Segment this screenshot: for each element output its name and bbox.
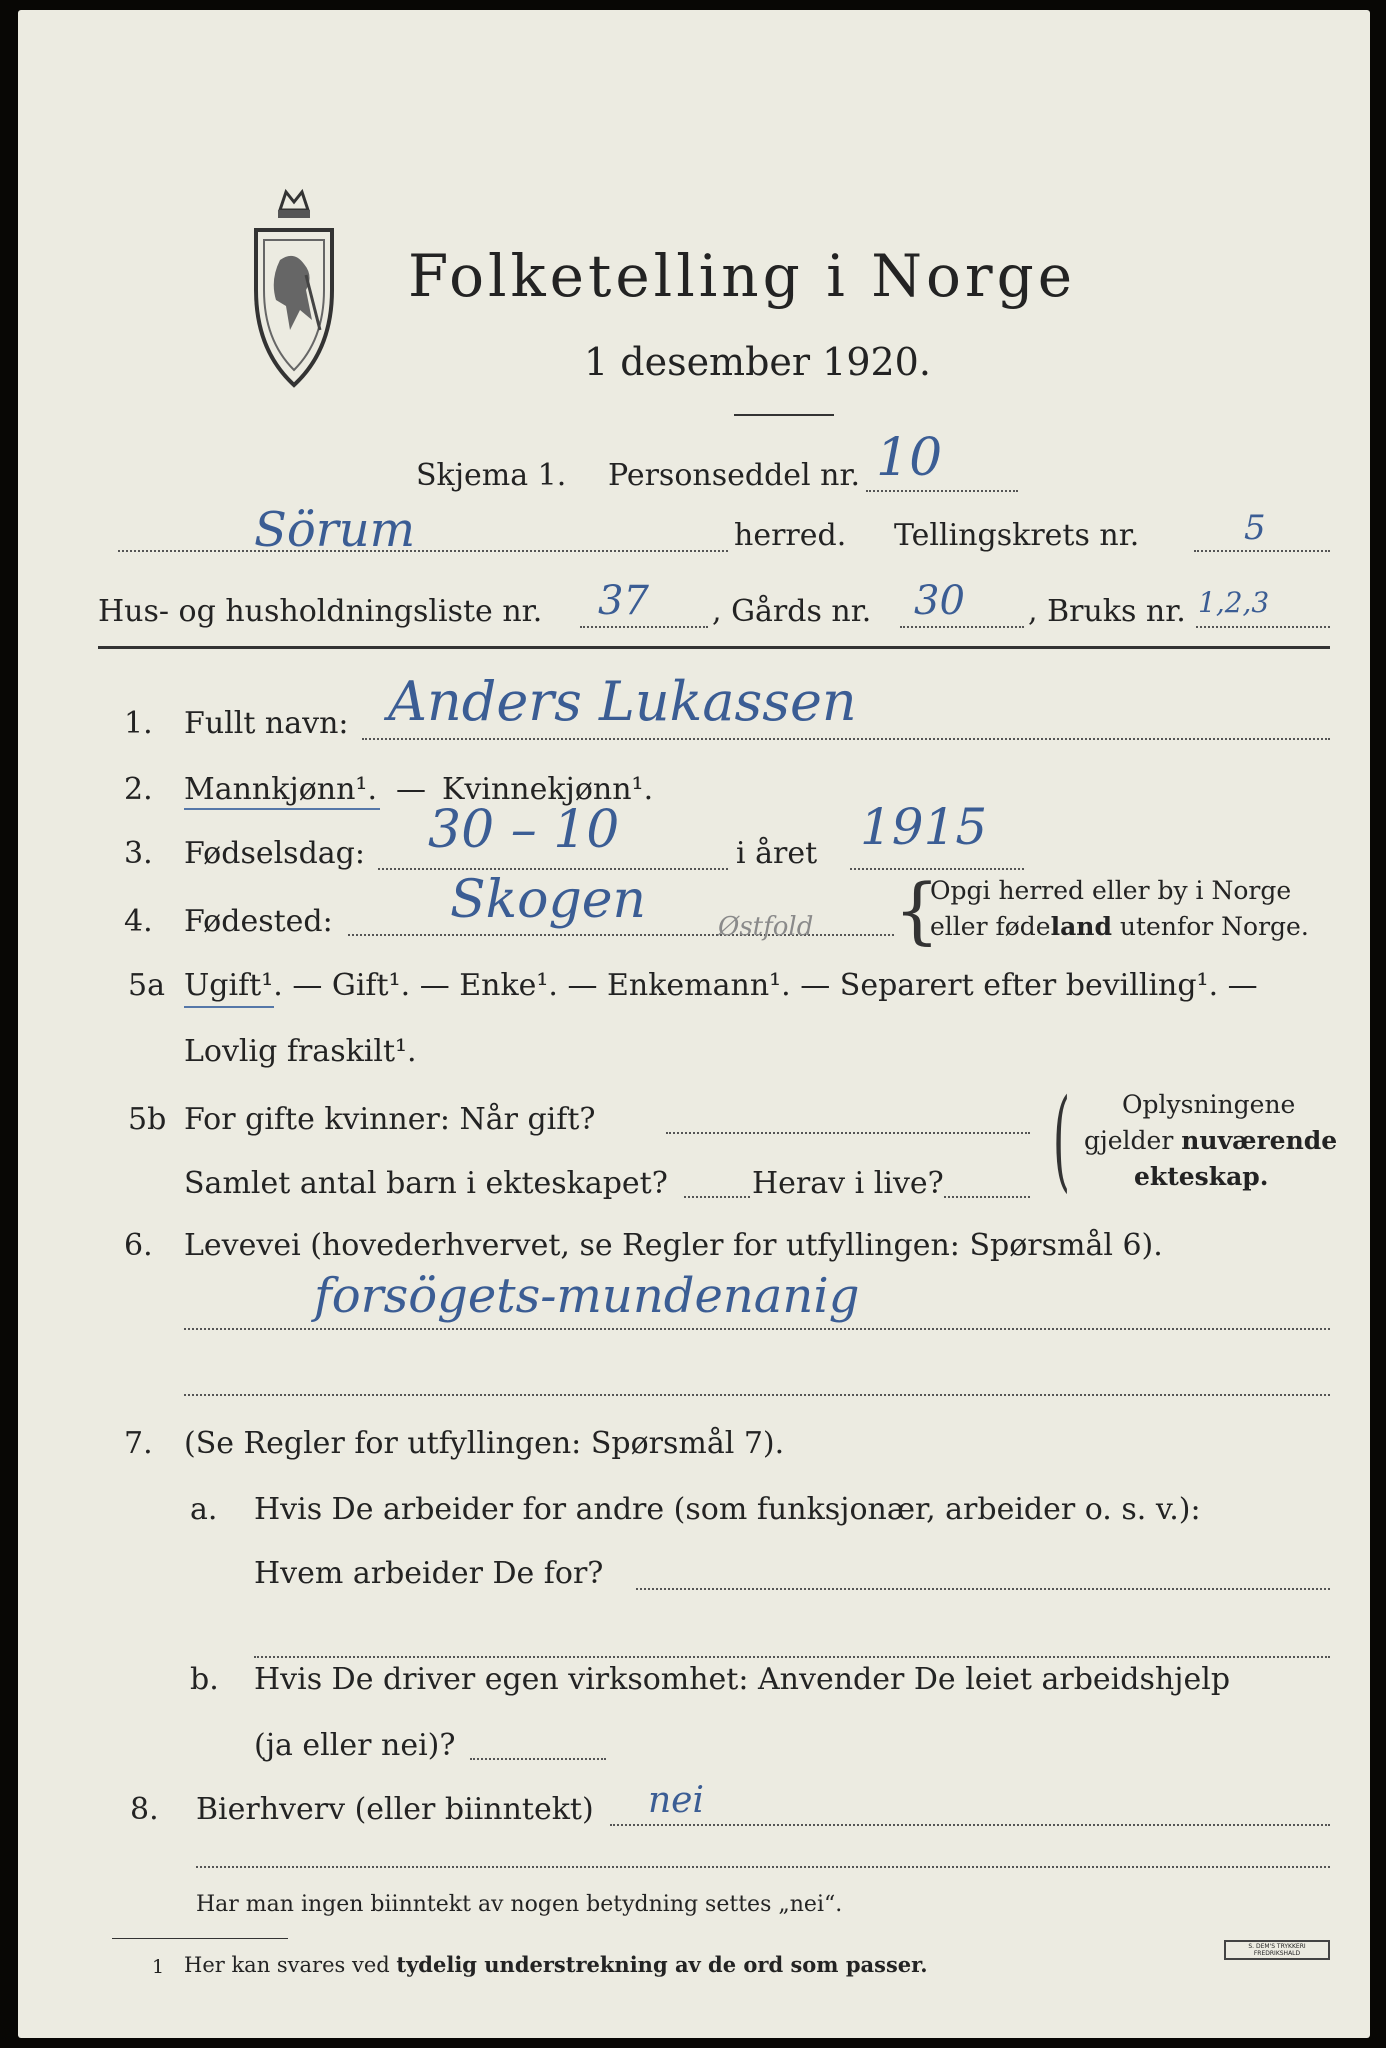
q7-number: 7. — [124, 1426, 153, 1461]
q6-line2 — [184, 1394, 1330, 1396]
footnote-rule — [112, 1938, 288, 1939]
q7a-line — [636, 1588, 1330, 1590]
q7b-number: b. — [190, 1662, 219, 1697]
census-form — [18, 10, 1370, 2038]
q5b-line2a: Samlet antal barn i ekteskapet? — [184, 1166, 668, 1201]
q5b-line1: For gifte kvinner: Når gift? — [184, 1102, 596, 1137]
q4-number: 4. — [124, 904, 153, 939]
q3-year-value: 1915 — [860, 798, 988, 856]
personseddel-label: Personseddel nr. — [608, 458, 861, 493]
herred-label: herred. — [734, 518, 847, 553]
q3-value: 30 – 10 — [428, 800, 620, 860]
q5b-note3: ekteskap. — [1134, 1162, 1269, 1191]
q8-label: Bierhverv (eller biinntekt) — [196, 1792, 594, 1827]
q7b-line2: (ja eller nei)? — [254, 1728, 456, 1763]
q3-label: Fødselsdag: — [184, 836, 365, 871]
q5b-children-line — [684, 1196, 750, 1198]
bruks-line — [1196, 626, 1330, 628]
q5b-bracket: ( — [1052, 1075, 1071, 1203]
hus-line — [580, 626, 708, 628]
q6-value: forsögets-mundenanig — [314, 1268, 860, 1324]
q3-number: 3. — [124, 836, 153, 871]
q8-line — [610, 1824, 1330, 1826]
herred-value: Sörum — [254, 502, 416, 558]
q8-value: nei — [648, 1780, 705, 1821]
q7a-line1: Hvis De arbeider for andre (som funksjonær, arbeider o. s. v.): — [254, 1492, 1201, 1527]
q7a-line2: Hvem arbeider De for? — [254, 1556, 604, 1591]
q5b-married-line — [666, 1132, 1030, 1134]
hus-label: Hus- og husholdningsliste nr. — [98, 594, 543, 629]
q7b-line — [470, 1758, 606, 1760]
q5b-number: 5b — [128, 1102, 167, 1137]
footer-note: Har man ingen biinntekt av nogen betydning settes „nei“. — [196, 1892, 843, 1917]
q2-separator: — — [396, 772, 426, 807]
footnote-text: Her kan svares ved tydelig understrekning av de ord som passer. — [184, 1952, 928, 1977]
q4-note-line1: Opgi herred eller by i Norge — [930, 876, 1292, 905]
q5b-line2b: Herav i live? — [752, 1166, 944, 1201]
q8-line2 — [196, 1866, 1330, 1868]
gards-line — [900, 626, 1024, 628]
q1-value: Anders Lukassen — [388, 670, 857, 733]
q6-label: Levevei (hovederhvervet, se Regler for utfyllingen: Spørsmål 6). — [184, 1228, 1163, 1263]
gards-value: 30 — [914, 578, 965, 624]
q4-label: Fødested: — [184, 904, 333, 939]
q8-number: 8. — [130, 1792, 159, 1827]
tellingskrets-line — [1194, 550, 1330, 552]
q2-number: 2. — [124, 772, 153, 807]
coat-of-arms-icon — [250, 180, 338, 392]
footnote-mark: 1 — [152, 1956, 165, 1978]
q7a-line-extra — [254, 1656, 1330, 1658]
q5a-line2: Lovlig fraskilt¹. — [184, 1034, 417, 1069]
tellingskrets-label: Tellingskrets nr. — [894, 518, 1140, 553]
herred-line — [118, 550, 728, 552]
q3-year-label: i året — [736, 836, 818, 871]
q7b-line1: Hvis De driver egen virksomhet: Anvender De leiet arbeidshjelp — [254, 1662, 1231, 1697]
header-rule — [98, 646, 1330, 649]
q6-number: 6. — [124, 1228, 153, 1263]
personseddel-line — [866, 490, 1018, 492]
form-title: Folketelling i Norge — [408, 242, 1077, 310]
q1-number: 1. — [124, 706, 153, 741]
bruks-label: , Bruks nr. — [1028, 594, 1186, 629]
q6-line1 — [184, 1328, 1330, 1330]
q2-male: Mannkjønn¹. — [184, 772, 377, 807]
personseddel-value: 10 — [876, 428, 943, 488]
printer-stamp: S. DEM'S TRYKKERI FREDRIKSHALD — [1224, 1940, 1330, 1960]
tellingskrets-value: 5 — [1244, 508, 1266, 548]
q5a-ugift-underline — [184, 1006, 274, 1008]
schema-label: Skjema 1. — [416, 458, 567, 493]
q5a-number: 5a — [128, 968, 165, 1003]
q2-male-underline — [184, 808, 380, 810]
q4-pencil-note: Østfold — [718, 912, 814, 942]
q4-value: Skogen — [450, 870, 646, 930]
q7a-number: a. — [190, 1492, 218, 1527]
title-divider — [734, 414, 834, 416]
q4-note-line2: eller fødeland utenfor Norge. — [930, 912, 1309, 941]
q5a-line1: Ugift¹. — Gift¹. — Enke¹. — Enkemann¹. — Separert efter bevilling¹. — — [184, 968, 1258, 1003]
gards-label: , Gårds nr. — [712, 594, 872, 629]
q7-label: (Se Regler for utfyllingen: Spørsmål 7). — [184, 1426, 785, 1461]
q5b-alive-line — [944, 1196, 1030, 1198]
q4-brace: { — [894, 868, 940, 952]
form-date: 1 desember 1920. — [584, 340, 931, 384]
q1-label: Fullt navn: — [184, 706, 349, 741]
q5b-note2: gjelder nuværende — [1084, 1126, 1338, 1155]
q1-line — [362, 738, 1330, 740]
hus-value: 37 — [598, 578, 649, 624]
q5b-note1: Oplysningene — [1122, 1090, 1296, 1119]
q2-female: Kvinnekjønn¹. — [442, 772, 654, 807]
bruks-value: 1,2,3 — [1198, 586, 1270, 619]
